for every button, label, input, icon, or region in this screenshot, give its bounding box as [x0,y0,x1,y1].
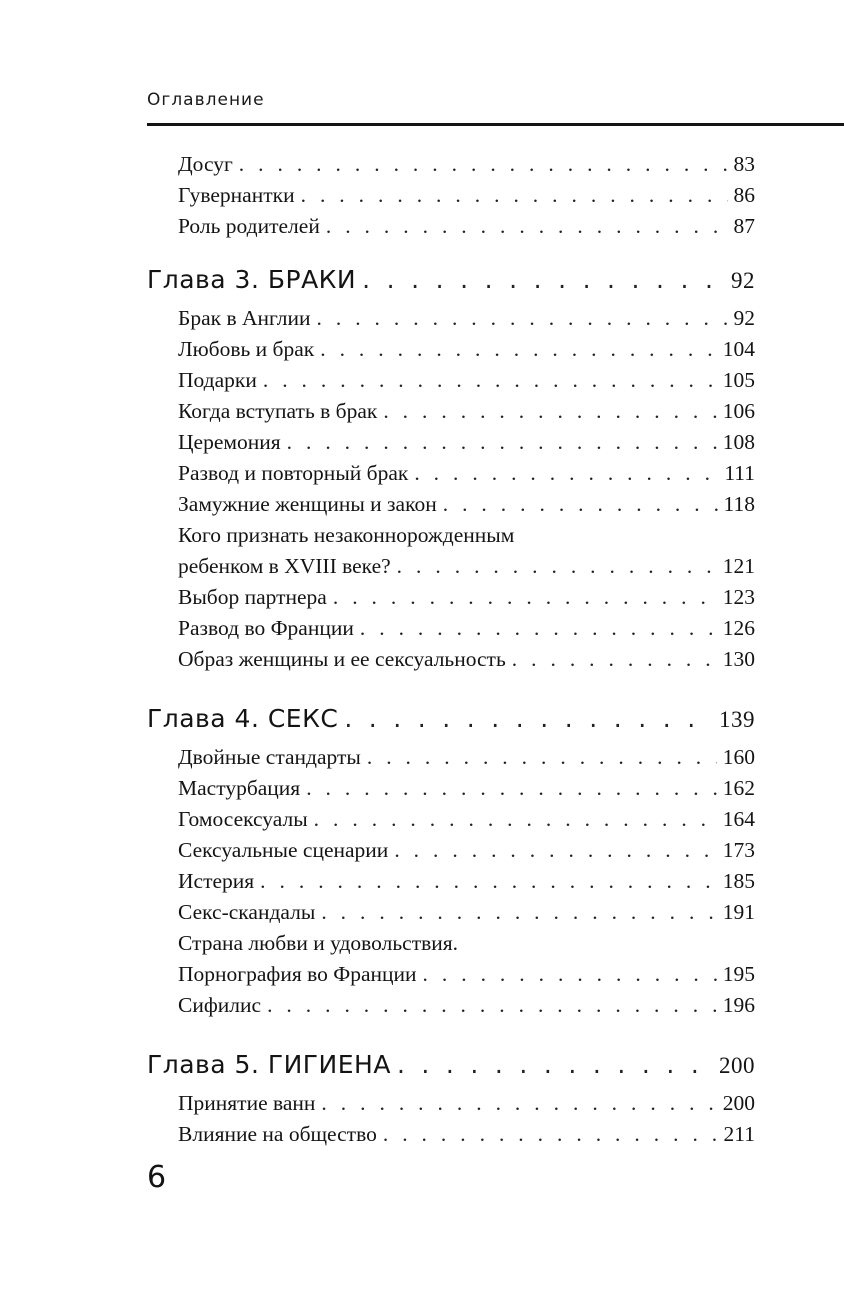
toc-entry-title: Кого признать незаконнорожденным [178,523,515,547]
toc-entry-page: 191 [722,900,755,924]
dot-leader [287,428,717,456]
toc-entry[interactable] [178,490,755,518]
toc-entry[interactable] [178,150,755,178]
toc-entry-title: Когда вступать в брак [178,399,378,423]
toc-entry-page: 87 [733,214,755,238]
toc-entry-page: 195 [722,962,755,986]
dot-leader [383,397,716,425]
toc-entry-page: 111 [724,461,755,485]
toc-entry[interactable] [178,867,755,895]
toc-entry-title: Образ женщины и ее сексуальность [178,647,506,671]
toc-entry[interactable] [178,181,755,209]
dot-leader [260,867,717,895]
dot-leader [362,264,725,296]
toc-entry[interactable] [178,552,755,580]
toc-entry-title: Развод и повторный брак [178,461,409,485]
toc-entry[interactable] [178,836,755,864]
toc-entry-title: Брак в Англии [178,306,311,330]
toc-entry[interactable] [178,583,755,611]
toc-entry-title: Сексуальные сценарии [178,838,389,862]
toc-entry[interactable] [178,459,755,487]
toc-entry-title: Любовь и брак [178,337,315,361]
toc-entry[interactable] [178,743,755,771]
toc-entry-title: ребенком в XVIII веке? [178,554,391,578]
toc-entry-title: Гувернантки [178,183,295,207]
toc-entry-page: 126 [722,616,755,640]
toc-entry-title: Секс-скандалы [178,900,316,924]
toc-chapter-title: Глава 3. БРАКИ [147,265,357,294]
dot-leader [314,805,717,833]
dot-leader [301,181,728,209]
running-head: Оглавление [147,90,265,110]
dot-leader [263,366,717,394]
toc-chapter[interactable] [147,1049,755,1081]
toc-entry[interactable] [178,366,755,394]
toc-entry[interactable] [178,397,755,425]
dot-leader [344,703,713,735]
dot-leader [414,459,718,487]
toc-chapter[interactable] [147,264,755,296]
toc-entry-title: Церемония [178,430,281,454]
toc-entry-page: 196 [722,993,755,1017]
toc-entry-page: 200 [722,1091,755,1115]
toc-entry-title: Подарки [178,368,257,392]
toc-entry[interactable] [178,774,755,802]
dot-leader [326,212,728,240]
toc-entry-title: Мастурбация [178,776,301,800]
dot-leader [397,1049,713,1081]
toc-entry-page: 106 [722,399,755,423]
toc-entry-page: 83 [733,152,755,176]
toc-entry-page: 173 [722,838,755,862]
toc-entry-page: 86 [733,183,755,207]
toc-entry-title: Выбор партнера [178,585,327,609]
toc-entry-title: Страна любви и удовольствия. [178,931,459,955]
toc-chapter-page: 139 [719,707,755,732]
toc-entry-page: 108 [722,430,755,454]
dot-leader [267,991,717,1019]
toc-entry-title: Влияние на общество [178,1122,377,1146]
dot-leader [367,743,717,771]
toc-chapter-page: 200 [719,1053,755,1078]
toc-entry-title: Замужние женщины и закон [178,492,437,516]
toc-entry-page: 104 [722,337,755,361]
toc-entry[interactable] [178,805,755,833]
toc-entry-title: Сифилис [178,993,262,1017]
toc-entry[interactable] [178,614,755,642]
toc-entry-page: 118 [723,492,755,516]
dot-leader [320,335,717,363]
toc-chapter-title: Глава 4. СЕКС [147,704,339,733]
page-number: 6 [147,1160,167,1195]
toc-entry-page: 211 [723,1122,755,1146]
toc-entry-page: 105 [722,368,755,392]
toc-chapter-page: 92 [731,268,755,293]
toc-entry-title: Принятие ванн [178,1091,316,1115]
dot-leader [383,1120,718,1148]
header-rule [147,123,844,126]
dot-leader [360,614,717,642]
dot-leader [306,774,717,802]
dot-leader [423,960,717,988]
toc-entry-page: 160 [722,745,755,769]
toc-entry[interactable] [178,304,755,332]
toc-entry-page: 123 [722,585,755,609]
toc-chapter[interactable] [147,703,755,735]
toc-entry-page: 185 [722,869,755,893]
toc-entry-page: 130 [722,647,755,671]
dot-leader [512,645,717,673]
toc-entry-page: 121 [722,554,755,578]
toc-entry[interactable] [178,212,755,240]
dot-leader [333,583,717,611]
toc-entry-title: Гомосексуалы [178,807,308,831]
toc-entry-page: 162 [722,776,755,800]
dot-leader [321,1089,716,1117]
toc-entry-title: Порнография во Франции [178,962,417,986]
toc-entry-first-line[interactable] [178,929,755,957]
toc-entry[interactable] [178,645,755,673]
toc-chapter-title: Глава 5. ГИГИЕНА [147,1050,391,1079]
dot-leader [321,898,716,926]
dot-leader [239,150,728,178]
dot-leader [317,304,728,332]
toc-entry[interactable] [178,1120,755,1148]
toc-entry[interactable] [178,335,755,363]
toc-entry-title: Роль родителей [178,214,320,238]
toc-entry[interactable] [178,898,755,926]
toc-entry-page: 164 [722,807,755,831]
toc-entry[interactable] [178,428,755,456]
toc-entry-page: 92 [733,306,755,330]
toc-entry-title: Развод во Франции [178,616,354,640]
toc-entry-first-line[interactable] [178,521,755,549]
toc-entry[interactable] [178,1089,755,1117]
dot-leader [394,836,716,864]
toc-entry-title: Двойные стандарты [178,745,361,769]
toc-entry[interactable] [178,960,755,988]
dot-leader [397,552,717,580]
dot-leader [443,490,718,518]
toc-entry[interactable] [178,991,755,1019]
toc-entry-title: Истерия [178,869,255,893]
toc-entry-title: Досуг [178,152,233,176]
